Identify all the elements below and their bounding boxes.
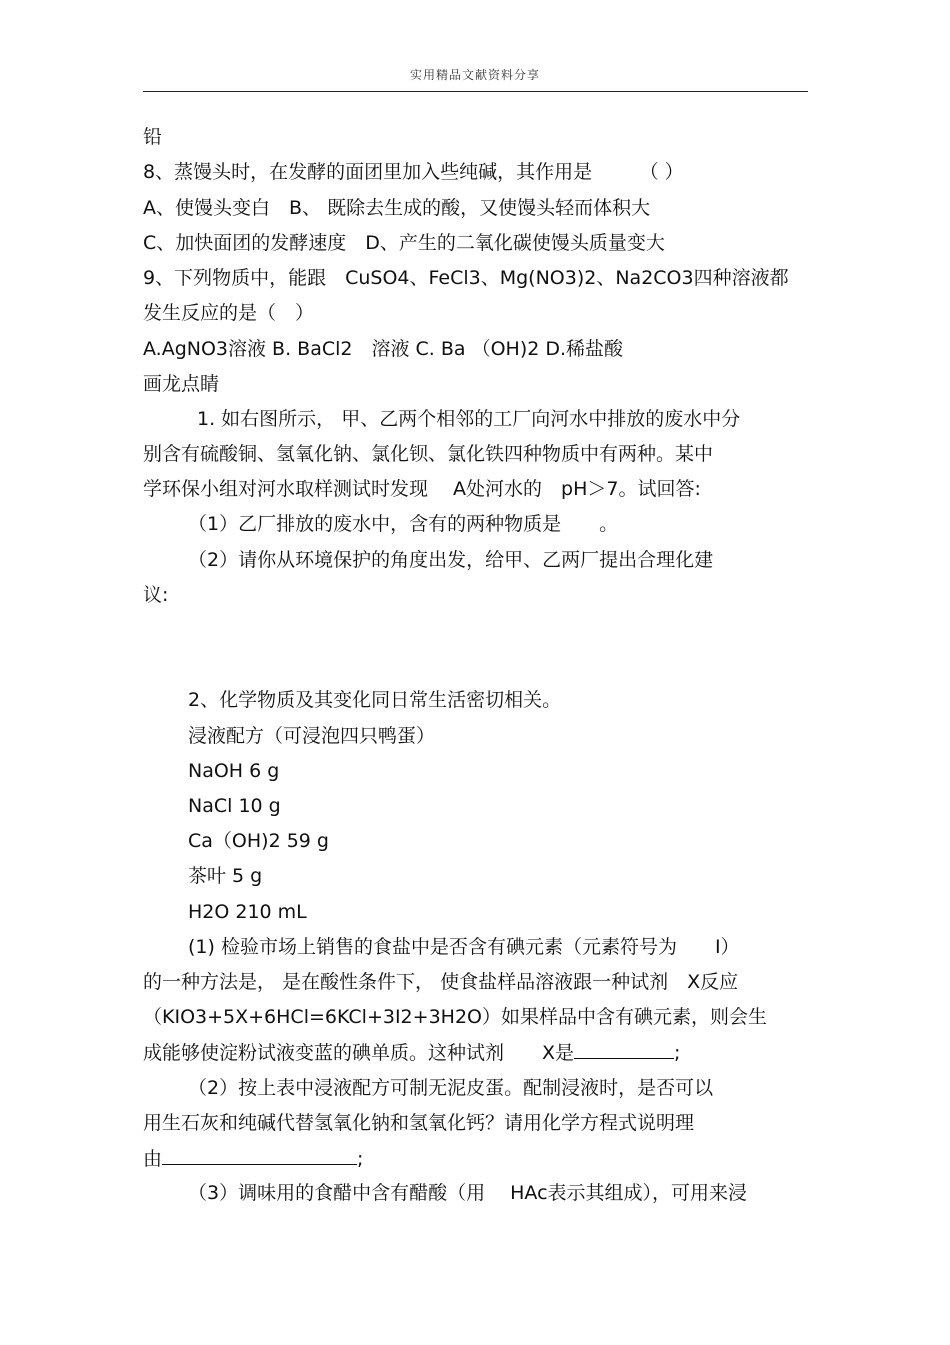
section-title: 画龙点睛 (143, 373, 220, 395)
problem-1-cont: 学环保小组对河水取样测试时发现 A处河水的 pH＞7。试回答: (143, 478, 701, 500)
problem-1-part-2-cont: 议: (143, 584, 169, 606)
problem-2-part-2-cont: 用生石灰和纯碱代替氢氧化钠和氢氧化钙？请用化学方程式说明理 (143, 1112, 695, 1134)
recipe-item: Ca（OH)2 59 g (188, 830, 329, 852)
question-9-cont: 发生反应的是（ ） (143, 302, 315, 324)
recipe-item: NaCl 10 g (188, 795, 281, 817)
question-8-options-ab: A、使馒头变白 B、 既除去生成的酸，又使馒头轻而体积大 (143, 197, 651, 219)
punctuation: ; (674, 1042, 681, 1064)
problem-2-part-1-cont (143, 1040, 680, 1065)
problem-1: 1. 如右图所示， 甲、乙两个相邻的工厂向河水中排放的废水中分 (197, 408, 741, 430)
answer-blank[interactable] (574, 1040, 674, 1059)
problem-2-part-2: （2）按上表中浸液配方可制无泥皮蛋。配制浸液时，是否可以 (188, 1077, 714, 1099)
problem-2: 2、化学物质及其变化同日常生活密切相关。 (188, 689, 562, 711)
problem-2-part-1-cont: （KIO3+5X+6HCl=6KCl+3I2+3H2O）如果样品中含有碘元素，则会生 (143, 1006, 767, 1028)
answer-prompt: 由 (143, 1148, 163, 1170)
text-line: 铅 (143, 126, 163, 148)
recipe-title: 浸液配方（可浸泡四只鸭蛋） (188, 725, 436, 747)
question-8: 8、蒸馒头时，在发酵的面团里加入些纯碱，其作用是 （ ） (143, 161, 684, 183)
problem-1-part-2: （2）请你从环境保护的角度出发，给甲、乙两厂提出合理化建 (188, 549, 714, 571)
recipe-item: H2O 210 mL (188, 901, 307, 923)
page-header: 实用精品文献资料分享 (409, 68, 540, 82)
problem-2-part-1: (1) 检验市场上销售的食盐中是否含有碘元素（元素符号为 I） (188, 936, 740, 958)
punctuation: ; (357, 1148, 364, 1170)
problem-2-part-1-cont: 的一种方法是， 是在酸性条件下， 使食盐样品溶液跟一种试剂 X反应 (143, 971, 739, 993)
question-9-options: A.AgNO3溶液 B. BaCl2 溶液 C. Ba （OH)2 D.稀盐酸 (143, 338, 624, 360)
answer-prompt: 成能够使淀粉试液变蓝的碘单质。这种试剂 X是 (143, 1042, 575, 1064)
answer-blank[interactable] (162, 1146, 357, 1165)
problem-2-part-3: （3）调味用的食醋中含有醋酸（用 HAc表示其组成），可用来浸 (188, 1182, 748, 1204)
recipe-item: NaOH 6 g (188, 760, 280, 782)
header-rule (143, 91, 808, 92)
recipe-item: 茶叶 5 g (188, 865, 263, 887)
problem-1-part-1: （1）乙厂排放的废水中，含有的两种物质是 。 (188, 513, 619, 535)
question-9: 9、下列物质中，能跟 CuSO4、FeCl3、Mg(NO3)2、Na2CO3四种溶液都 (143, 267, 789, 289)
problem-1-cont: 别含有硫酸铜、氢氧化钠、氯化钡、氯化铁四种物质中有两种。某中 (143, 443, 714, 465)
question-8-options-cd: C、加快面团的发酵速度 D、产生的二氧化碳使馒头质量变大 (143, 232, 665, 254)
problem-2-part-2-cont (143, 1146, 363, 1171)
